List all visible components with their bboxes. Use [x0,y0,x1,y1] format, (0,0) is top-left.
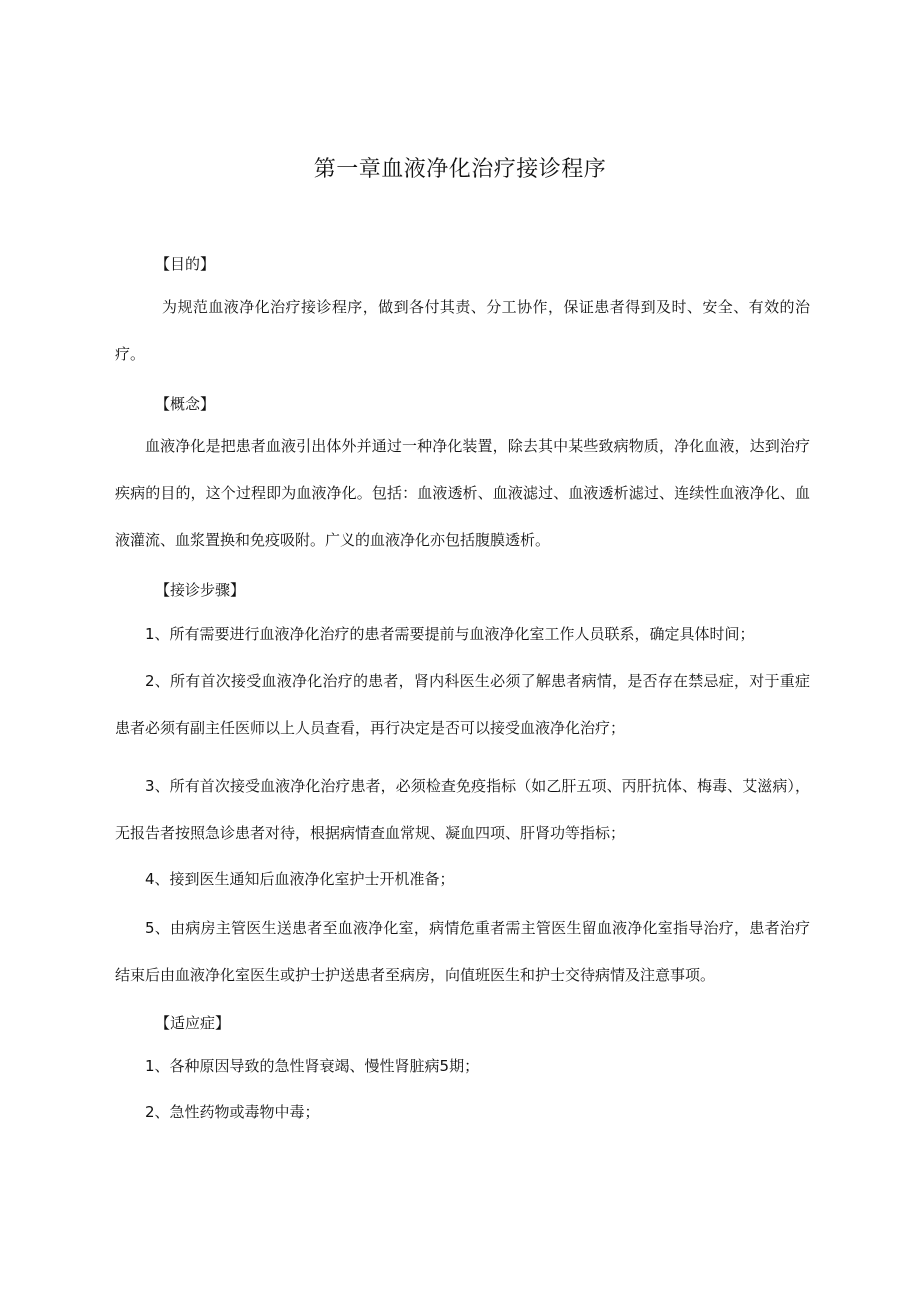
section-heading-steps: 【接诊步骤】 [155,581,246,599]
step-item-2: 2、所有首次接受血液净化治疗的患者，肾内科医生必须了解患者病情，是否存在禁忌症，对于重症患者必须有副主任医师以上人员查看，再行决定是否可以接受血液净化治疗； [115,672,810,737]
indication-item-1: 1、各种原因导致的急性肾衰竭、慢性肾脏病5期； [145,1057,480,1075]
step-item-5: 5、由病房主管医生送患者至血液净化室，病情危重者需主管医生留血液净化室指导治疗，患者治疗结束后由血液净化室医生或护士护送患者至病房，向值班医生和护士交待病情及注意事项。 [115,919,810,984]
indication-item-2: 2、急性药物或毒物中毒； [145,1103,320,1121]
concept-paragraph: 血液净化是把患者血液引出体外并通过一种净化装置，除去其中某些致病物质，净化血液，达到治疗疾病的目的，这个过程即为血液净化。包括：血液透析、血液滤过、血液透析滤过、连续性血液净化、血液灌流、血浆置换和免疫吸附。广义的血液净化亦包括腹膜透析。 [115,437,810,549]
step-item-4: 4、接到医生通知后血液净化室护士开机准备； [145,870,455,888]
section-heading-purpose: 【目的】 [155,255,216,273]
step-item-1: 1、所有需要进行血液净化治疗的患者需要提前与血液净化室工作人员联系，确定具体时间； [145,625,755,643]
step-item-3: 3、所有首次接受血液净化治疗患者，必须检查免疫指标（如乙肝五项、丙肝抗体、梅毒、艾滋病），无报告者按照急诊患者对待，根据病情查血常规、凝血四项、肝肾功等指标； [115,777,810,842]
section-heading-indications: 【适应症】 [155,1014,231,1032]
purpose-paragraph: 为规范血液净化治疗接诊程序，做到各付其责、分工协作，保证患者得到及时、安全、有效的治疗。 [115,298,810,363]
section-heading-concept: 【概念】 [155,395,216,413]
document-title: 第一章血液净化治疗接诊程序 [313,157,607,182]
